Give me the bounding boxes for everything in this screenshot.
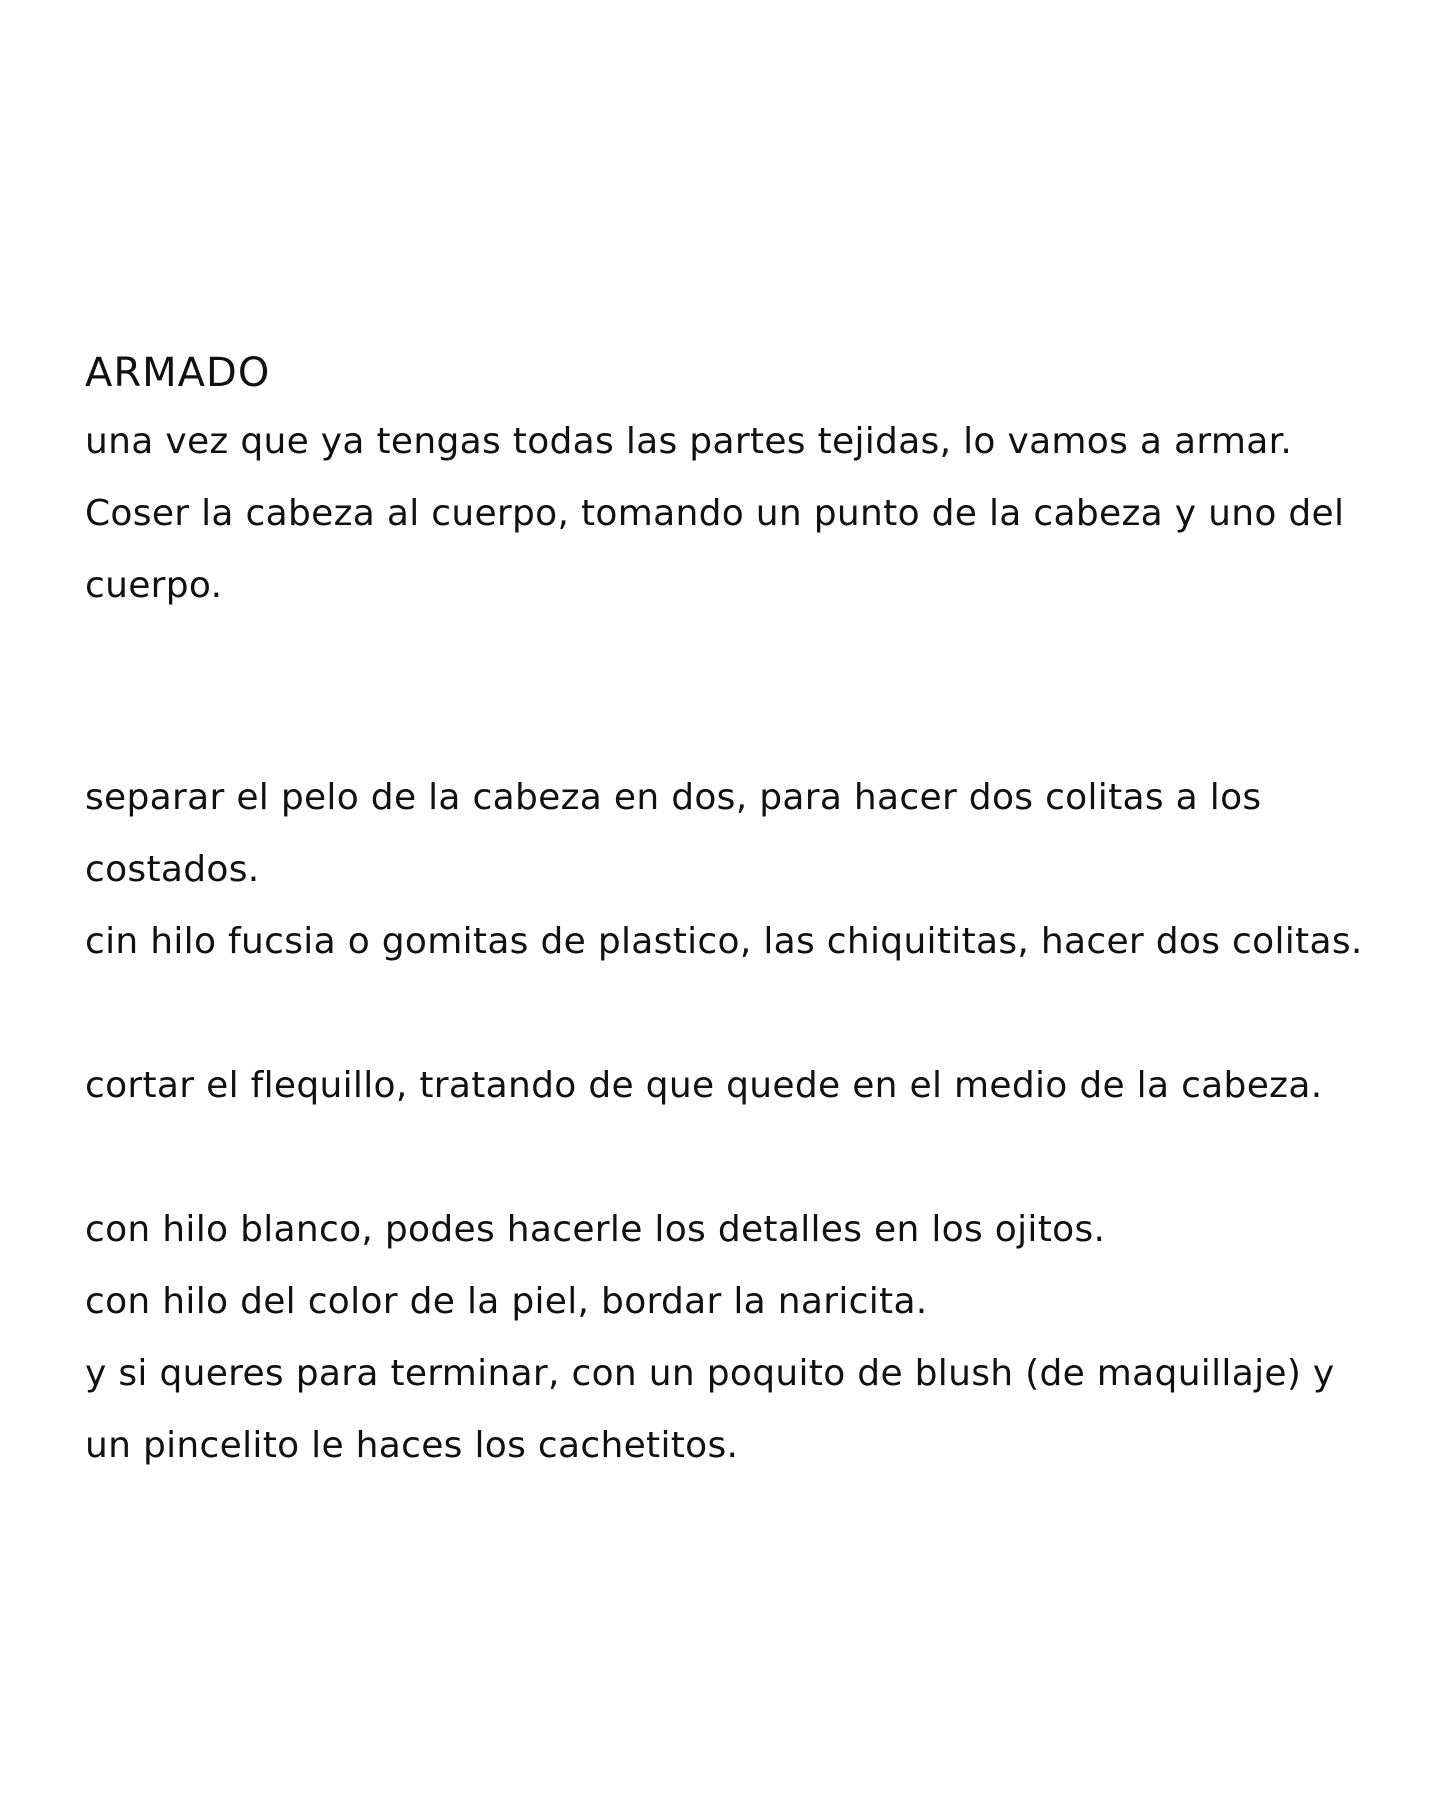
text-line: una vez que ya tengas todas las partes tejidas, lo vamos a armar. — [85, 421, 1293, 462]
text-line: costados. — [85, 849, 260, 890]
text-line: Coser la cabeza al cuerpo, tomando un punto de la cabeza y uno del — [85, 493, 1345, 534]
text-line: cortar el flequillo, tratando de que quede en el medio de la cabeza. — [85, 1065, 1323, 1106]
paragraph-face-details — [85, 1194, 1375, 1482]
paragraph-pigtails — [85, 906, 1375, 978]
text-line: con hilo del color de la piel, bordar la naricita. — [85, 1281, 928, 1322]
paragraph-hair-split — [85, 762, 1375, 906]
text-line: y si queres para terminar, con un poquito de blush (de maquillaje) y — [85, 1353, 1335, 1394]
document-content — [85, 340, 1375, 1482]
page-title: ARMADO — [85, 350, 271, 396]
text-line: cin hilo fucsia o gomitas de plastico, las chiquititas, hacer dos colitas. — [85, 921, 1363, 962]
text-line: con hilo blanco, podes hacerle los detalles en los ojitos. — [85, 1209, 1106, 1250]
paragraph-bangs — [85, 1050, 1375, 1122]
paragraph-assembly-intro — [85, 406, 1375, 622]
text-line: un pincelito le haces los cachetitos. — [85, 1425, 739, 1466]
text-line: separar el pelo de la cabeza en dos, para hacer dos colitas a los — [85, 777, 1262, 818]
text-line: cuerpo. — [85, 565, 223, 606]
